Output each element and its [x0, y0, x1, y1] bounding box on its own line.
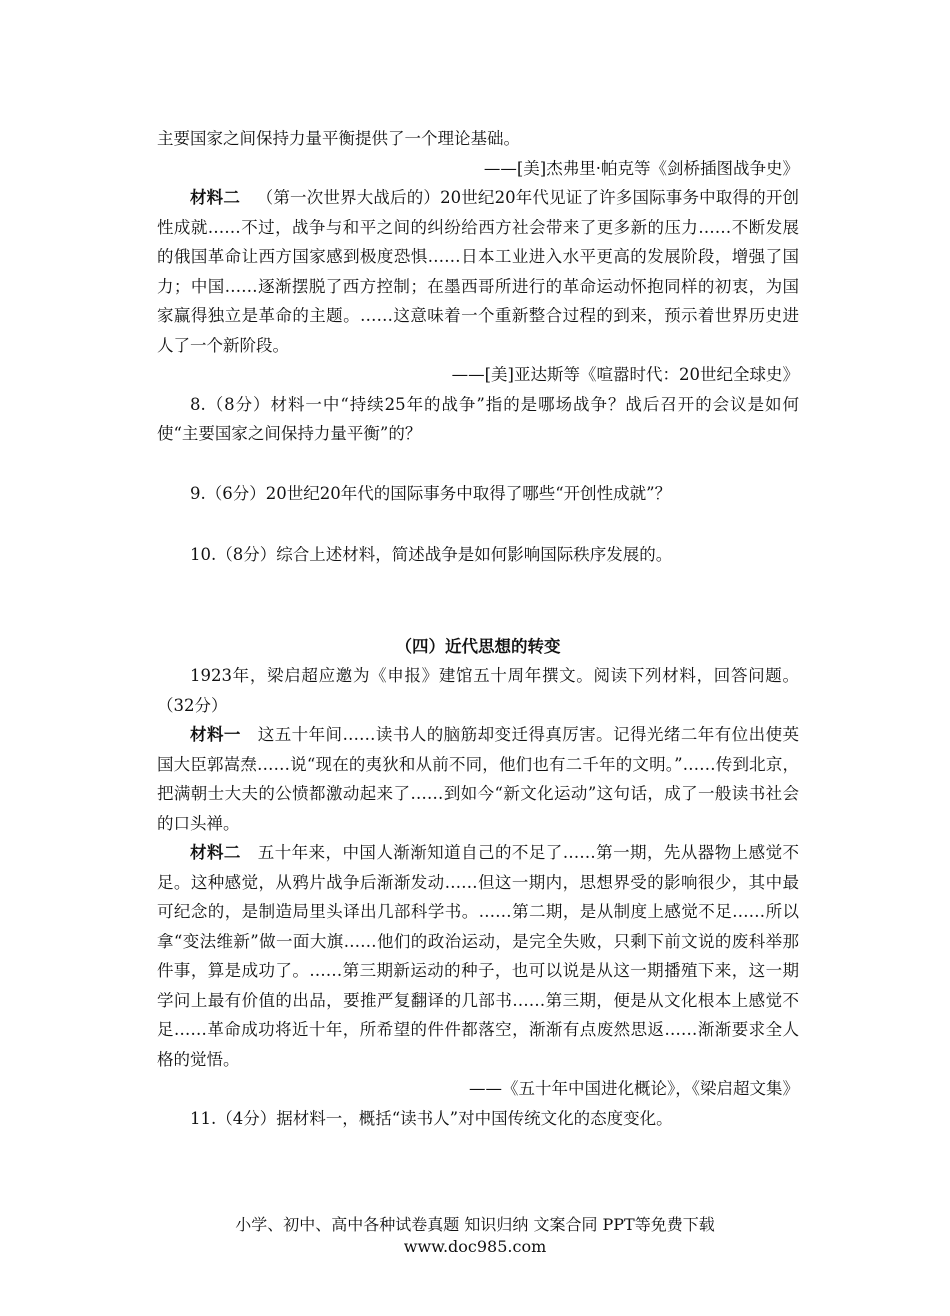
material2-label: 材料二: [190, 188, 241, 207]
section4-material2-text: 五十年来，中国人渐渐知道自己的不足了……第一期，先从器物上感觉不足。这种感觉，从鸦片战争后渐渐发动……但这一期内，思想界受的影响很少，其中最可纪念的，是制造局里头译出几部科学书。……第二期，是从制度上感觉不足……所以拿“变法维新”做一面大旗……他们的政治运动，是完全失败，只剩下前文说的废科举那件事，算是成功了。……第三期新运动的种子，也可以说是从这一期播殖下来，这一期学问上最有价值的出品，要推严复翻译的几部书……第三期，便是从文化根本上感觉不足……革命成功将近十年，所希望的件件都落空，渐渐有点废然思返……渐渐要求全人格的觉悟。: [157, 843, 800, 1069]
question-11: 11.（4分）据材料一，概括“读书人”对中国传统文化的态度变化。: [190, 1108, 673, 1128]
answer-space-10: [157, 570, 799, 632]
material2-text: （第一次世界大战后的）20世纪20年代见证了许多国际事务中取得的开创性成就……不过，战争与和平之间的纠纷给西方社会带来了更多新的压力……不断发展的俄国革命让西方国家感到极度恐惧……日本工业进入水平更高的发展阶段，增强了国力；中国……逐渐摆脱了西方控制；在墨西哥所进行的革命运动怀抱同样的初衷，为国家赢得独立是革命的主题。……这意味着一个重新整合过程的到来，预示着世界历史进人了一个新阶段。: [157, 188, 799, 355]
answer-space-8: [157, 449, 799, 479]
section4-material2-paragraph: [157, 838, 799, 1074]
footer-promo-text: 小学、初中、高中各种试卷真题 知识归纳 文案合同 PPT等免费下载: [235, 1215, 715, 1234]
question-10: 10.（8分）综合上述材料，简述战争是如何影响国际秩序发展的。: [190, 545, 673, 564]
section4-material1-text: 这五十年间……读书人的脑筋却变迁得真厉害。记得光绪二年有位出使英国大臣郭嵩焘……说“现在的夷狄和从前不同，他们也有二千年的文明。”……传到北京，把满朝士大夫的公愤都激动起来了……到如今“新文化运动”这句话，成了一般读书社会的口头禅。: [157, 725, 800, 833]
section4-material1-paragraph: [157, 720, 799, 838]
section-title: （四）近代思想的转变: [395, 636, 561, 656]
material1-attribution: ——[美]杰弗里·帕克等《剑桥插图战争史》: [483, 158, 799, 178]
section4-intro: 1923年，梁启超应邀为《申报》建馆五十周年撰文。阅读下列材料，回答问题。（32分）: [157, 666, 799, 715]
answer-space-9: [157, 508, 799, 540]
section4-material1-label: 材料一: [190, 725, 241, 744]
section4-material2-label: 材料二: [190, 843, 241, 862]
material2-paragraph: [157, 183, 799, 360]
page-footer: [0, 1214, 950, 1258]
question-9: 9.（6分）20世纪20年代的国际事务中取得了哪些“开创性成就”？: [190, 483, 672, 503]
exam-content: [157, 124, 799, 1133]
section4-attribution: ——《五十年中国进化概论》，《梁启超文集》: [469, 1079, 799, 1098]
material2-attribution: ——[美]亚达斯等《喧嚣时代：20世纪全球史》: [451, 365, 799, 384]
question-8: 8.（8分）材料一中“持续25年的战争”指的是哪场战争？战后召开的会议是如何使“主要国家之间保持力量平衡”的？: [157, 394, 799, 443]
footer-website-url: www.doc985.com: [403, 1237, 547, 1256]
material1-closing-line: 主要国家之间保持力量平衡提供了一个理论基础。: [157, 129, 520, 148]
